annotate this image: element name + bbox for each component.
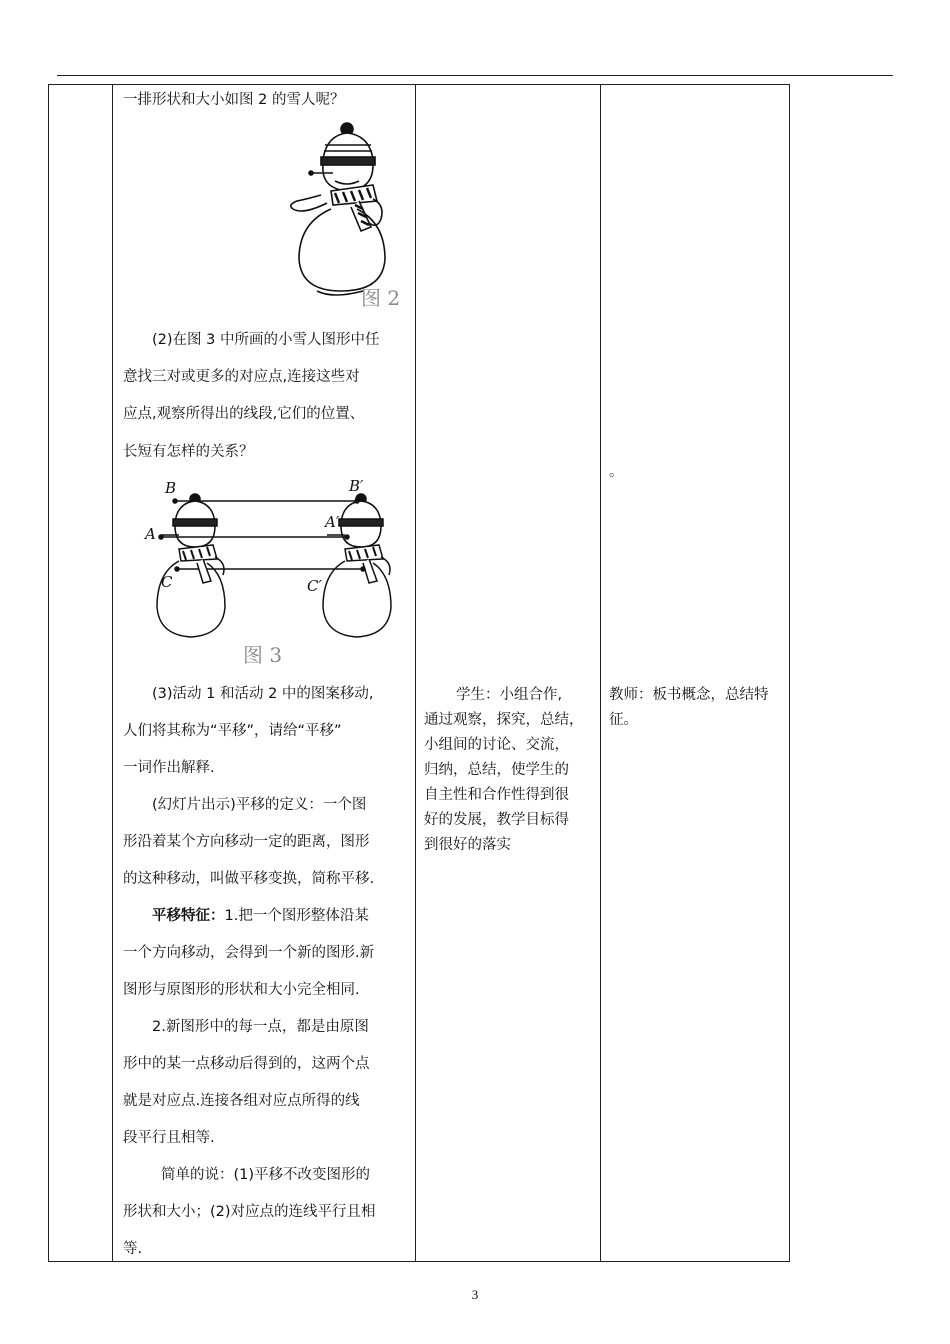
intro-line: 一排形状和大小如图 2 的雪人呢？	[123, 92, 345, 108]
fig3-caption: 图 3	[243, 643, 283, 667]
fig2-caption: 图 2	[361, 286, 401, 310]
page-number: 3	[471, 1287, 479, 1302]
snowman-figure-3	[143, 477, 403, 665]
student-line-5: 自主性和合作性得到很	[424, 787, 569, 803]
student-line-7: 到很好的落实	[424, 837, 511, 853]
lesson-table	[48, 84, 790, 1262]
teacher-line-2: 征。	[609, 712, 638, 728]
q3-line-1: (3)活动 1 和活动 2 中的图案移动,	[152, 686, 374, 702]
snowman-original	[157, 494, 225, 637]
teacher-activity-cell	[601, 85, 790, 1262]
q2-line-2: 意找三对或更多的对应点,连接这些对	[123, 369, 360, 385]
feature-title: 平移特征：	[152, 908, 225, 924]
label-b-prime: B′	[349, 477, 364, 495]
summary-line-2: 形状和大小；(2)对应点的连线平行且相	[123, 1204, 376, 1220]
feature-text-1: 1.把一个图形整体沿某	[224, 908, 369, 924]
q3-line-3: 一词作出解释.	[123, 760, 215, 776]
student-line-6: 好的发展，教学目标得	[424, 812, 569, 828]
definition-line-3: 的这种移动，叫做平移变换，简称平移.	[123, 871, 375, 887]
definition-line-1: (幻灯片出示)平移的定义：一个图	[152, 797, 367, 813]
label-b: B	[165, 479, 177, 497]
label-c: C	[161, 573, 173, 591]
student-line-3: 小组间的讨论、交流，	[424, 737, 569, 753]
point2-line-1: 2.新图形中的每一点，都是由原图	[152, 1019, 369, 1035]
point2-line-2: 形中的某一点移动后得到的，这两个点	[123, 1056, 370, 1072]
label-a: A	[145, 525, 156, 543]
table-row	[49, 85, 790, 1262]
feature-line-2: 一个方向移动，会得到一个新的图形.新	[123, 945, 375, 961]
snowman-figure-2	[273, 119, 401, 310]
feature-line-3: 图形与原图形的形状和大小完全相同.	[123, 982, 360, 998]
feature-line-1	[152, 897, 369, 935]
student-activity-cell	[416, 85, 601, 1262]
header-rule	[57, 75, 893, 76]
teacher-dot: 。	[609, 464, 624, 480]
definition-line-2: 形沿着某个方向移动一定的距离，图形	[123, 834, 370, 850]
student-line-2: 通过观察，探究，总结，	[424, 712, 584, 728]
q3-line-2: 人们将其称为“平移”，请给“平移”	[123, 723, 342, 739]
q2-line-4: 长短有怎样的关系？	[123, 444, 254, 460]
q2-line-3: 应点,观察所得出的线段,它们的位置、	[123, 406, 365, 422]
stage-cell	[49, 85, 113, 1262]
student-line-4: 归纳，总结，使学生的	[424, 762, 569, 778]
summary-line-1: 简单的说：(1)平移不改变图形的	[161, 1167, 371, 1183]
summary-line-3: 等.	[123, 1241, 143, 1257]
q2-line-1: (2)在图 3 中所画的小雪人图形中任	[152, 332, 380, 348]
label-c-prime: C′	[307, 577, 322, 595]
student-line-1: 学生：小组合作,	[456, 687, 563, 703]
content-cell	[113, 85, 416, 1262]
teacher-line-1: 教师：板书概念，总结特	[609, 687, 769, 703]
point2-line-3: 就是对应点.连接各组对应点所得的线	[123, 1093, 360, 1109]
point2-line-4: 段平行且相等.	[123, 1130, 215, 1146]
label-a-prime: A′	[325, 513, 340, 531]
